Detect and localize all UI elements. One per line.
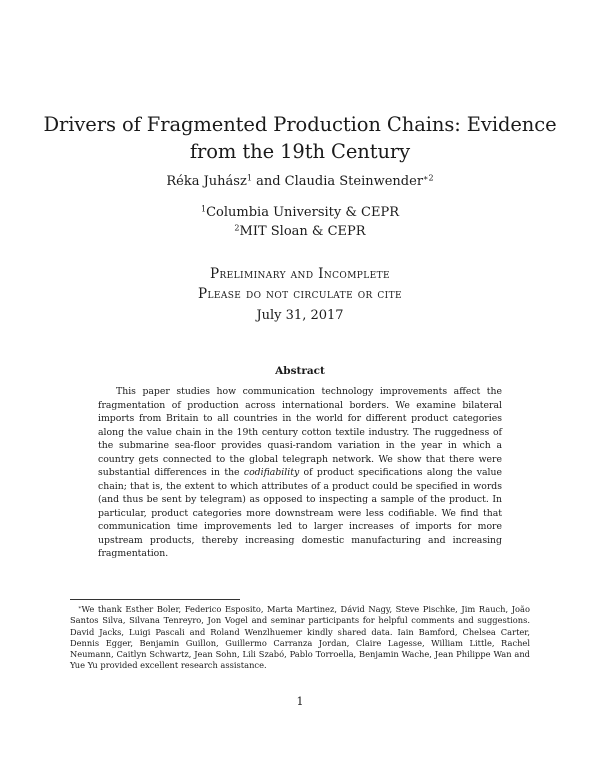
footnote-rule bbox=[70, 599, 240, 600]
affiliation-2 bbox=[0, 222, 600, 241]
author-joiner: and bbox=[251, 174, 285, 189]
footnote-text: We thank Esther Boler, Federico Esposito, Marta Martinez, Dávid Nagy, Steve Pischke, Jim Rauch, João Santos Silva, Silvana Tenreyro, Jon Vogel and seminar participants for helpful comments and suggestions. David Jacks, Luigi Pascali and Roland Wenzlhuemer kindly shared data. Iain Bamford, Chelsea Carter, Dennis Egger, Benjamin Guillon, Guillermo Carranza Jordan, Claire Lagesse, William Little, Rachel Neumann, Caitlyn Schwartz, Jean Sohn, Lili Szabó, Pablo Torroella, Benjamin Wache, Jean Philippe Wan and Yue Yu provided excellent research assistance. bbox=[70, 604, 530, 671]
author-2-name: Claudia Steinwender bbox=[284, 174, 424, 189]
author-line bbox=[0, 173, 600, 191]
status-line-1: Preliminary and Incomplete bbox=[210, 266, 390, 282]
affiliation-1 bbox=[0, 203, 600, 222]
abstract-text-1: This paper studies how communication technology improvements affect the fragmentation of production across international borders. We examine bilateral imports from Britain to all countries in the world for different product categories along the value chain in the 19th century cotton textile industry. The ruggedness of the submarine sea-floor provides quasi-random variation in the year in which a country gets connected to the global telegraph network. We show that there were substantial differences in the bbox=[98, 386, 502, 478]
abstract-text-2: of product specifications along the value chain; that is, the extent to which attributes of a product could be specified in words (and thus be sent by telegram) as opposed to inspecting a sample of the product. In particular, product categories more downstream were less codifiable. We find that communication time improvements led to larger increases of imports for more upstream products, thereby increasing domestic manufacturing and increasing fragmentation. bbox=[98, 467, 502, 559]
affiliation-1-mark: 1 bbox=[200, 204, 207, 214]
affiliations bbox=[0, 203, 600, 241]
affiliation-2-mark: 2 bbox=[234, 223, 240, 233]
paper-title bbox=[0, 111, 600, 165]
abstract-heading: Abstract bbox=[275, 365, 325, 377]
page-number: 1 bbox=[296, 695, 304, 708]
footnote bbox=[70, 604, 530, 672]
draft-status bbox=[0, 264, 600, 304]
title-line-1: Drivers of Fragmented Production Chains: Evidence bbox=[43, 113, 557, 136]
paper-date: July 31, 2017 bbox=[256, 308, 344, 323]
footnote-mark: ∗ bbox=[78, 605, 82, 612]
author-1-name: Réka Juhász bbox=[166, 174, 247, 189]
affiliation-1-text: Columbia University & CEPR bbox=[206, 205, 400, 220]
author-2-affiliation-mark: ∗2 bbox=[423, 173, 434, 183]
abstract-body bbox=[98, 385, 502, 561]
author-1-affiliation-mark: 1 bbox=[246, 173, 252, 183]
title-line-2: from the 19th Century bbox=[189, 140, 411, 163]
status-line-2: Please do not circulate or cite bbox=[198, 286, 402, 302]
affiliation-2-text: MIT Sloan & CEPR bbox=[239, 224, 366, 239]
abstract-emphasis: codifiability bbox=[243, 467, 300, 478]
